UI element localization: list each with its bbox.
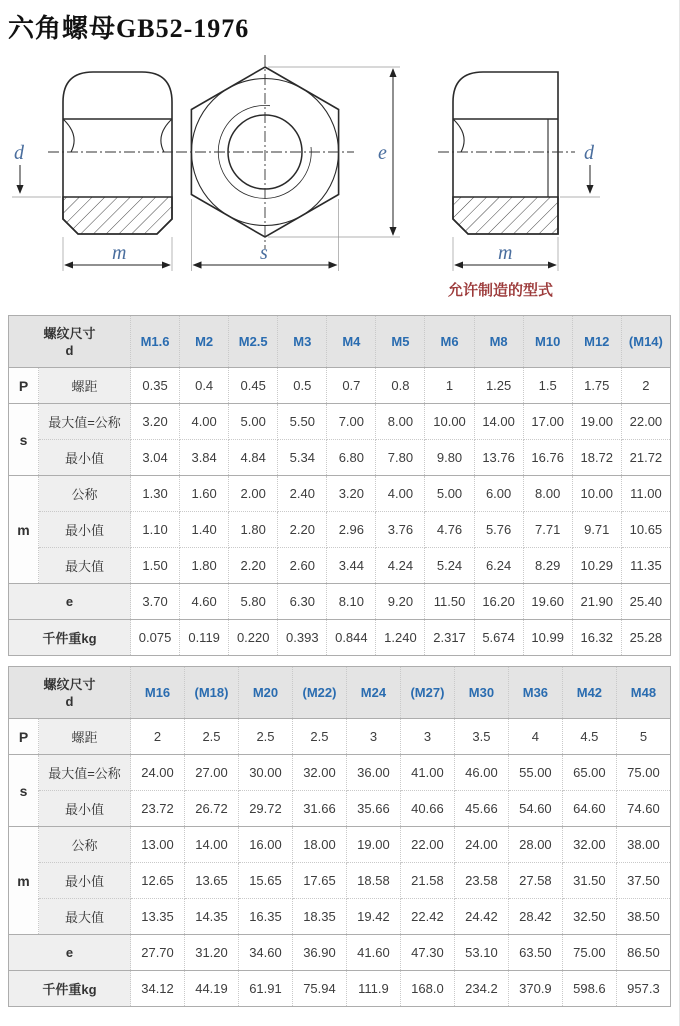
dim-d-right	[560, 142, 600, 197]
value-cell: 2.96	[327, 512, 376, 548]
table-row	[9, 863, 671, 899]
value-cell: 10.65	[621, 512, 670, 548]
column-header-M18: (M18)	[185, 667, 239, 719]
row-label: 最大值=公称	[39, 404, 131, 440]
column-header-M16: M16	[131, 667, 185, 719]
value-cell: 24.00	[454, 827, 508, 863]
value-cell: 36.90	[292, 935, 346, 971]
value-cell: 2.317	[425, 620, 474, 656]
value-cell: 0.844	[327, 620, 376, 656]
value-cell: 9.20	[376, 584, 425, 620]
value-cell: 47.30	[400, 935, 454, 971]
value-cell: 13.00	[131, 827, 185, 863]
value-cell: 23.72	[131, 791, 185, 827]
row-label: e	[9, 584, 131, 620]
value-cell: 34.12	[131, 971, 185, 1007]
value-cell: 14.00	[185, 827, 239, 863]
row-label: 公称	[39, 476, 131, 512]
table-row	[9, 620, 671, 656]
page-title: 六角螺母GB52-1976	[8, 14, 250, 43]
value-cell: 6.24	[474, 548, 523, 584]
value-cell: 63.50	[508, 935, 562, 971]
value-cell: 8.00	[376, 404, 425, 440]
value-cell: 5.24	[425, 548, 474, 584]
value-cell: 3	[346, 719, 400, 755]
value-cell: 11.35	[621, 548, 670, 584]
drawing-caption: 允许制造的型式	[448, 283, 554, 299]
column-header-M12: M12	[572, 316, 621, 368]
dim-m-left	[63, 237, 172, 271]
value-cell: 3.84	[180, 440, 229, 476]
value-cell: 44.19	[185, 971, 239, 1007]
spec-table-large-sizes	[8, 666, 671, 1007]
value-cell: 41.00	[400, 755, 454, 791]
value-cell: 2.60	[278, 548, 327, 584]
column-header-M24: M24	[346, 667, 400, 719]
value-cell: 7.00	[327, 404, 376, 440]
value-cell: 18.00	[292, 827, 346, 863]
value-cell: 27.58	[508, 863, 562, 899]
value-cell: 1.75	[572, 368, 621, 404]
value-cell: 30.00	[238, 755, 292, 791]
column-header-M4: M4	[327, 316, 376, 368]
technical-drawing	[0, 47, 680, 305]
row-group-label: m	[9, 476, 39, 584]
table-row	[9, 404, 671, 440]
value-cell: 65.00	[562, 755, 616, 791]
value-cell: 26.72	[185, 791, 239, 827]
value-cell: 3.20	[131, 404, 180, 440]
value-cell: 0.393	[278, 620, 327, 656]
value-cell: 0.35	[131, 368, 180, 404]
value-cell: 6.30	[278, 584, 327, 620]
row-group-label: s	[9, 755, 39, 827]
value-cell: 4.76	[425, 512, 474, 548]
value-cell: 35.66	[346, 791, 400, 827]
value-cell: 75.00	[616, 755, 670, 791]
spec-table-small-sizes	[8, 315, 671, 656]
value-cell: 0.45	[229, 368, 278, 404]
value-cell: 28.00	[508, 827, 562, 863]
value-cell: 2	[131, 719, 185, 755]
value-cell: 12.65	[131, 863, 185, 899]
value-cell: 5.674	[474, 620, 523, 656]
table-row	[9, 899, 671, 935]
value-cell: 45.66	[454, 791, 508, 827]
column-header-M22: (M22)	[292, 667, 346, 719]
value-cell: 16.20	[474, 584, 523, 620]
row-group-label: m	[9, 827, 39, 935]
value-cell: 8.00	[523, 476, 572, 512]
value-cell: 31.20	[185, 935, 239, 971]
side-view-right	[453, 72, 558, 234]
value-cell: 5	[616, 719, 670, 755]
value-cell: 41.60	[346, 935, 400, 971]
row-label: e	[9, 935, 131, 971]
value-cell: 24.00	[131, 755, 185, 791]
value-cell: 14.35	[185, 899, 239, 935]
value-cell: 29.72	[238, 791, 292, 827]
value-cell: 32.00	[292, 755, 346, 791]
value-cell: 3.5	[454, 719, 508, 755]
value-cell: 2.40	[278, 476, 327, 512]
value-cell: 4.60	[180, 584, 229, 620]
value-cell: 2.5	[292, 719, 346, 755]
row-group-label: P	[9, 368, 39, 404]
value-cell: 18.58	[346, 863, 400, 899]
svg-text:m: m	[112, 242, 127, 264]
row-label: 螺距	[39, 368, 131, 404]
value-cell: 14.00	[474, 404, 523, 440]
value-cell: 75.94	[292, 971, 346, 1007]
table-row	[9, 791, 671, 827]
value-cell: 31.50	[562, 863, 616, 899]
value-cell: 957.3	[616, 971, 670, 1007]
value-cell: 34.60	[238, 935, 292, 971]
value-cell: 10.29	[572, 548, 621, 584]
value-cell: 9.71	[572, 512, 621, 548]
value-cell: 5.76	[474, 512, 523, 548]
value-cell: 22.42	[400, 899, 454, 935]
column-header-M6: M6	[425, 316, 474, 368]
value-cell: 19.00	[572, 404, 621, 440]
value-cell: 36.00	[346, 755, 400, 791]
value-cell: 5.00	[425, 476, 474, 512]
column-header-M48: M48	[616, 667, 670, 719]
table-row	[9, 755, 671, 791]
value-cell: 1.5	[523, 368, 572, 404]
value-cell: 2.5	[238, 719, 292, 755]
row-label: 螺距	[39, 719, 131, 755]
table-row	[9, 548, 671, 584]
value-cell: 17.00	[523, 404, 572, 440]
row-label: 最大值=公称	[39, 755, 131, 791]
column-header-M2: M2	[180, 316, 229, 368]
value-cell: 4.24	[376, 548, 425, 584]
value-cell: 5.80	[229, 584, 278, 620]
column-header-M20: M20	[238, 667, 292, 719]
value-cell: 111.9	[346, 971, 400, 1007]
column-header-M10: M10	[523, 316, 572, 368]
dim-d-left	[12, 142, 61, 197]
value-cell: 3.70	[131, 584, 180, 620]
svg-text:e: e	[378, 142, 387, 164]
column-header-M14: (M14)	[621, 316, 670, 368]
value-cell: 19.60	[523, 584, 572, 620]
row-label: 最小值	[39, 791, 131, 827]
value-cell: 21.72	[621, 440, 670, 476]
column-header-M42: M42	[562, 667, 616, 719]
value-cell: 31.66	[292, 791, 346, 827]
value-cell: 16.35	[238, 899, 292, 935]
value-cell: 32.00	[562, 827, 616, 863]
value-cell: 8.10	[327, 584, 376, 620]
value-cell: 10.99	[523, 620, 572, 656]
dim-m-right	[453, 237, 558, 271]
column-header-M3: M3	[278, 316, 327, 368]
value-cell: 4.00	[376, 476, 425, 512]
table-row	[9, 512, 671, 548]
value-cell: 27.70	[131, 935, 185, 971]
value-cell: 13.65	[185, 863, 239, 899]
value-cell: 0.119	[180, 620, 229, 656]
value-cell: 4.00	[180, 404, 229, 440]
value-cell: 0.7	[327, 368, 376, 404]
value-cell: 3.44	[327, 548, 376, 584]
row-group-label: P	[9, 719, 39, 755]
value-cell: 86.50	[616, 935, 670, 971]
svg-text:s: s	[260, 242, 268, 264]
side-view-left	[63, 72, 172, 234]
value-cell: 53.10	[454, 935, 508, 971]
value-cell: 1.30	[131, 476, 180, 512]
spec-tables	[0, 315, 679, 1007]
value-cell: 23.58	[454, 863, 508, 899]
value-cell: 2.20	[229, 548, 278, 584]
value-cell: 1.80	[229, 512, 278, 548]
value-cell: 5.50	[278, 404, 327, 440]
value-cell: 1.10	[131, 512, 180, 548]
value-cell: 1.25	[474, 368, 523, 404]
thread-size-corner-header: 螺纹尺寸 d	[9, 316, 131, 368]
value-cell: 1	[425, 368, 474, 404]
value-cell: 3	[400, 719, 454, 755]
value-cell: 1.80	[180, 548, 229, 584]
value-cell: 38.50	[616, 899, 670, 935]
value-cell: 370.9	[508, 971, 562, 1007]
value-cell: 0.075	[131, 620, 180, 656]
value-cell: 64.60	[562, 791, 616, 827]
value-cell: 18.72	[572, 440, 621, 476]
value-cell: 2.20	[278, 512, 327, 548]
table-row	[9, 971, 671, 1007]
value-cell: 21.58	[400, 863, 454, 899]
value-cell: 37.50	[616, 863, 670, 899]
value-cell: 54.60	[508, 791, 562, 827]
value-cell: 4.84	[229, 440, 278, 476]
value-cell: 2	[621, 368, 670, 404]
value-cell: 4.5	[562, 719, 616, 755]
value-cell: 3.76	[376, 512, 425, 548]
value-cell: 32.50	[562, 899, 616, 935]
value-cell: 5.34	[278, 440, 327, 476]
value-cell: 1.240	[376, 620, 425, 656]
column-header-M5: M5	[376, 316, 425, 368]
value-cell: 598.6	[562, 971, 616, 1007]
value-cell: 4	[508, 719, 562, 755]
value-cell: 25.28	[621, 620, 670, 656]
value-cell: 9.80	[425, 440, 474, 476]
value-cell: 24.42	[454, 899, 508, 935]
table-row	[9, 719, 671, 755]
table-row	[9, 476, 671, 512]
value-cell: 19.42	[346, 899, 400, 935]
value-cell: 75.00	[562, 935, 616, 971]
column-header-M30: M30	[454, 667, 508, 719]
value-cell: 25.40	[621, 584, 670, 620]
value-cell: 10.00	[425, 404, 474, 440]
value-cell: 19.00	[346, 827, 400, 863]
table-row	[9, 440, 671, 476]
value-cell: 40.66	[400, 791, 454, 827]
value-cell: 13.35	[131, 899, 185, 935]
value-cell: 7.80	[376, 440, 425, 476]
row-label: 最小值	[39, 512, 131, 548]
row-label: 最大值	[39, 899, 131, 935]
value-cell: 17.65	[292, 863, 346, 899]
value-cell: 7.71	[523, 512, 572, 548]
column-header-M8: M8	[474, 316, 523, 368]
value-cell: 0.5	[278, 368, 327, 404]
value-cell: 13.76	[474, 440, 523, 476]
table-row	[9, 584, 671, 620]
value-cell: 27.00	[185, 755, 239, 791]
column-header-M2.5: M2.5	[229, 316, 278, 368]
value-cell: 55.00	[508, 755, 562, 791]
value-cell: 1.60	[180, 476, 229, 512]
value-cell: 234.2	[454, 971, 508, 1007]
value-cell: 5.00	[229, 404, 278, 440]
value-cell: 8.29	[523, 548, 572, 584]
value-cell: 16.32	[572, 620, 621, 656]
value-cell: 18.35	[292, 899, 346, 935]
value-cell: 28.42	[508, 899, 562, 935]
column-header-M1.6: M1.6	[131, 316, 180, 368]
value-cell: 61.91	[238, 971, 292, 1007]
value-cell: 1.50	[131, 548, 180, 584]
column-header-M27: (M27)	[400, 667, 454, 719]
value-cell: 10.00	[572, 476, 621, 512]
value-cell: 3.04	[131, 440, 180, 476]
value-cell: 74.60	[616, 791, 670, 827]
value-cell: 21.90	[572, 584, 621, 620]
value-cell: 15.65	[238, 863, 292, 899]
thread-size-corner-header: 螺纹尺寸 d	[9, 667, 131, 719]
row-label: 千件重kg	[9, 971, 131, 1007]
value-cell: 2.00	[229, 476, 278, 512]
value-cell: 1.40	[180, 512, 229, 548]
value-cell: 0.4	[180, 368, 229, 404]
row-label: 公称	[39, 827, 131, 863]
svg-text:m: m	[498, 242, 513, 264]
row-label: 千件重kg	[9, 620, 131, 656]
value-cell: 16.00	[238, 827, 292, 863]
value-cell: 38.00	[616, 827, 670, 863]
hex-nut-drawing	[0, 47, 680, 305]
value-cell: 0.8	[376, 368, 425, 404]
value-cell: 6.80	[327, 440, 376, 476]
value-cell: 22.00	[400, 827, 454, 863]
value-cell: 16.76	[523, 440, 572, 476]
row-group-label: s	[9, 404, 39, 476]
value-cell: 22.00	[621, 404, 670, 440]
table-row	[9, 827, 671, 863]
table-row	[9, 935, 671, 971]
value-cell: 11.50	[425, 584, 474, 620]
value-cell: 46.00	[454, 755, 508, 791]
value-cell: 0.220	[229, 620, 278, 656]
value-cell: 3.20	[327, 476, 376, 512]
value-cell: 11.00	[621, 476, 670, 512]
row-label: 最小值	[39, 863, 131, 899]
row-label: 最大值	[39, 548, 131, 584]
value-cell: 6.00	[474, 476, 523, 512]
column-header-M36: M36	[508, 667, 562, 719]
value-cell: 168.0	[400, 971, 454, 1007]
table-row	[9, 368, 671, 404]
svg-text:d: d	[14, 142, 24, 164]
svg-text:d: d	[584, 142, 594, 164]
value-cell: 2.5	[185, 719, 239, 755]
row-label: 最小值	[39, 440, 131, 476]
